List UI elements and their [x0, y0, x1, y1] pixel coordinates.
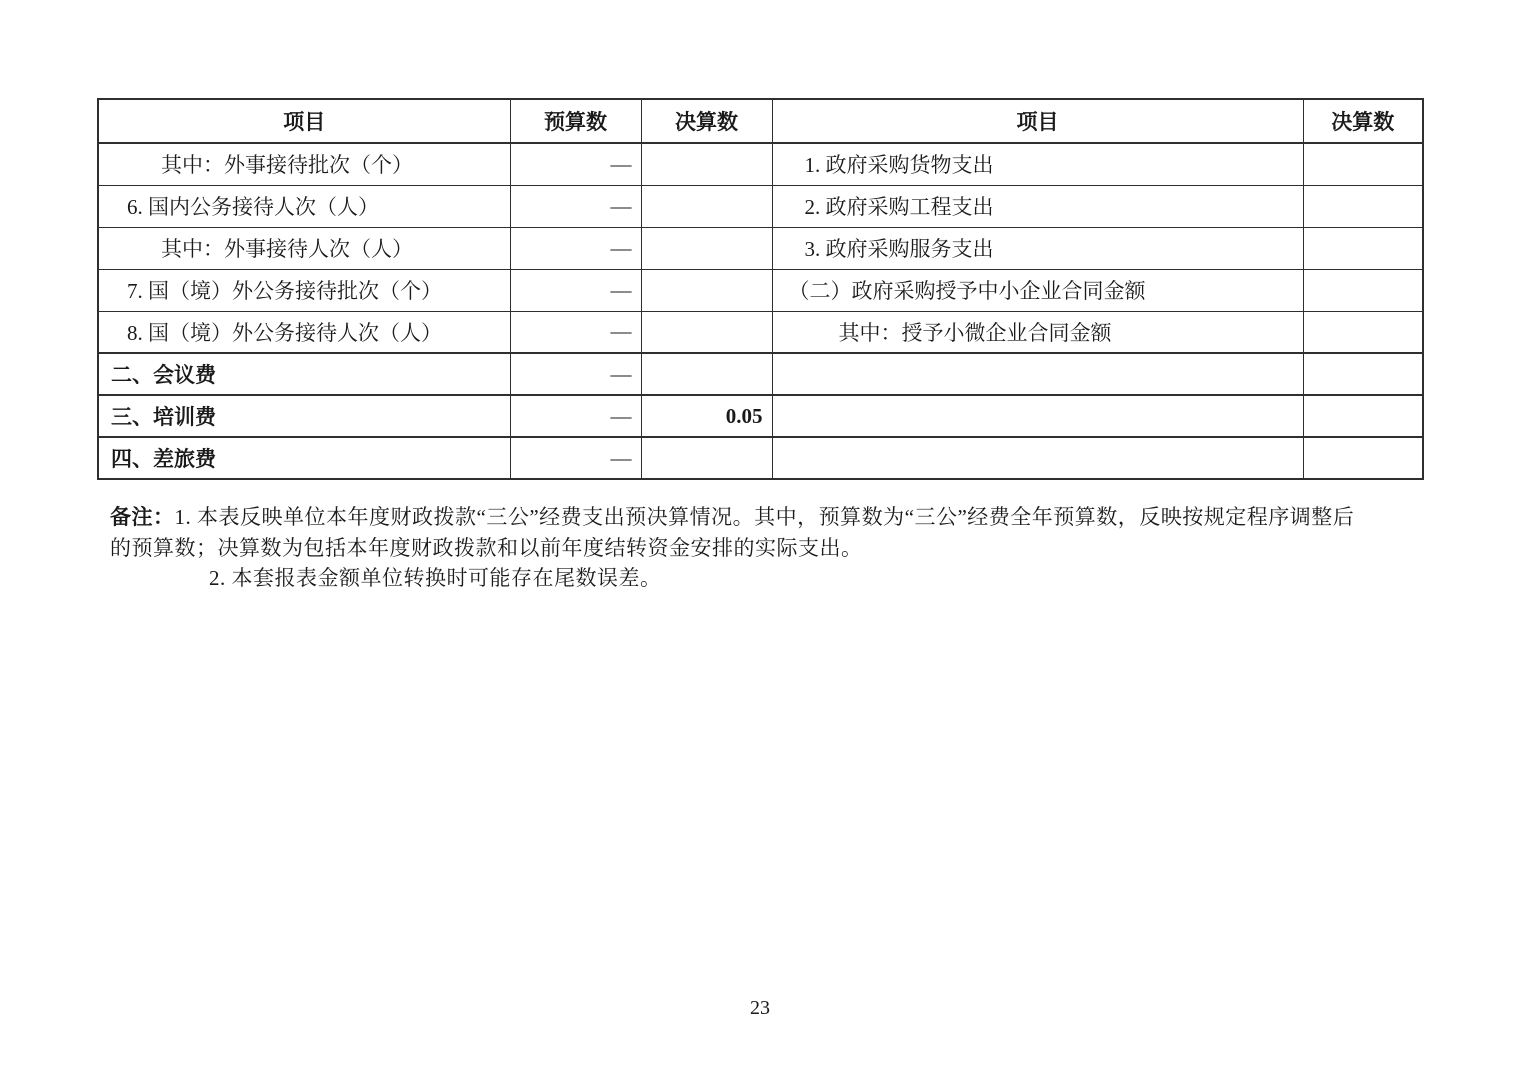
final-left-cell [641, 143, 772, 185]
table-row [98, 353, 1423, 395]
budget-cell: — [510, 143, 641, 185]
table-row [98, 227, 1423, 269]
table-row [98, 311, 1423, 353]
budget-cell: — [510, 185, 641, 227]
note-text-1: 1. 本表反映单位本年度财政拨款“三公”经费支出预决算情况。其中，预算数为“三公”经费全年预算数，反映按规定程序调整后 [174, 505, 1355, 529]
item-left-cell: 7. 国（境）外公务接待批次（个） [98, 269, 510, 311]
header-final-right: 决算数 [1303, 99, 1423, 143]
item-left-cell: 8. 国（境）外公务接待人次（人） [98, 311, 510, 353]
final-right-cell [1303, 311, 1423, 353]
page-number: 23 [750, 997, 770, 1019]
three-public-expenses-table [97, 98, 1424, 480]
final-right-cell [1303, 227, 1423, 269]
note-line-1 [110, 502, 1415, 533]
final-left-cell [641, 269, 772, 311]
item-right-cell: 2. 政府采购工程支出 [772, 185, 1303, 227]
item-right-cell: 其中：授予小微企业合同金额 [772, 311, 1303, 353]
final-right-cell [1303, 395, 1423, 437]
final-right-cell [1303, 185, 1423, 227]
table-row [98, 185, 1423, 227]
final-left-cell [641, 311, 772, 353]
note-line-2: 的预算数；决算数为包括本年度财政拨款和以前年度结转资金安排的实际支出。 [110, 535, 863, 560]
item-left-cell: 四、差旅费 [98, 437, 510, 479]
item-left-cell: 三、培训费 [98, 395, 510, 437]
item-right-cell: （二）政府采购授予中小企业合同金额 [772, 269, 1303, 311]
final-right-cell [1303, 437, 1423, 479]
budget-cell: — [510, 395, 641, 437]
table-row [98, 437, 1423, 479]
header-budget: 预算数 [510, 99, 641, 143]
budget-cell: — [510, 311, 641, 353]
header-item-left: 项目 [98, 99, 510, 143]
table-row [98, 143, 1423, 185]
header-final-left: 决算数 [641, 99, 772, 143]
item-right-cell: 3. 政府采购服务支出 [772, 227, 1303, 269]
final-right-cell [1303, 143, 1423, 185]
final-left-cell [641, 227, 772, 269]
item-left-cell: 6. 国内公务接待人次（人） [98, 185, 510, 227]
item-left-cell: 二、会议费 [98, 353, 510, 395]
note-label: 备注： [110, 505, 175, 529]
budget-cell: — [510, 227, 641, 269]
table-row [98, 395, 1423, 437]
table-row [98, 269, 1423, 311]
budget-cell: — [510, 269, 641, 311]
budget-cell: — [510, 437, 641, 479]
item-right-cell [772, 395, 1303, 437]
item-left-cell: 其中：外事接待人次（人） [98, 227, 510, 269]
final-right-cell [1303, 269, 1423, 311]
item-left-cell: 其中：外事接待批次（个） [98, 143, 510, 185]
note-line-3: 2. 本套报表金额单位转换时可能存在尾数误差。 [209, 566, 662, 590]
header-item-right: 项目 [772, 99, 1303, 143]
final-left-cell [641, 437, 772, 479]
footnotes [110, 502, 1415, 594]
final-right-cell [1303, 353, 1423, 395]
budget-cell: — [510, 353, 641, 395]
item-right-cell: 1. 政府采购货物支出 [772, 143, 1303, 185]
final-left-cell: 0.05 [641, 395, 772, 437]
item-right-cell [772, 353, 1303, 395]
final-left-cell [641, 185, 772, 227]
final-left-cell [641, 353, 772, 395]
table-header-row [98, 99, 1423, 143]
item-right-cell [772, 437, 1303, 479]
